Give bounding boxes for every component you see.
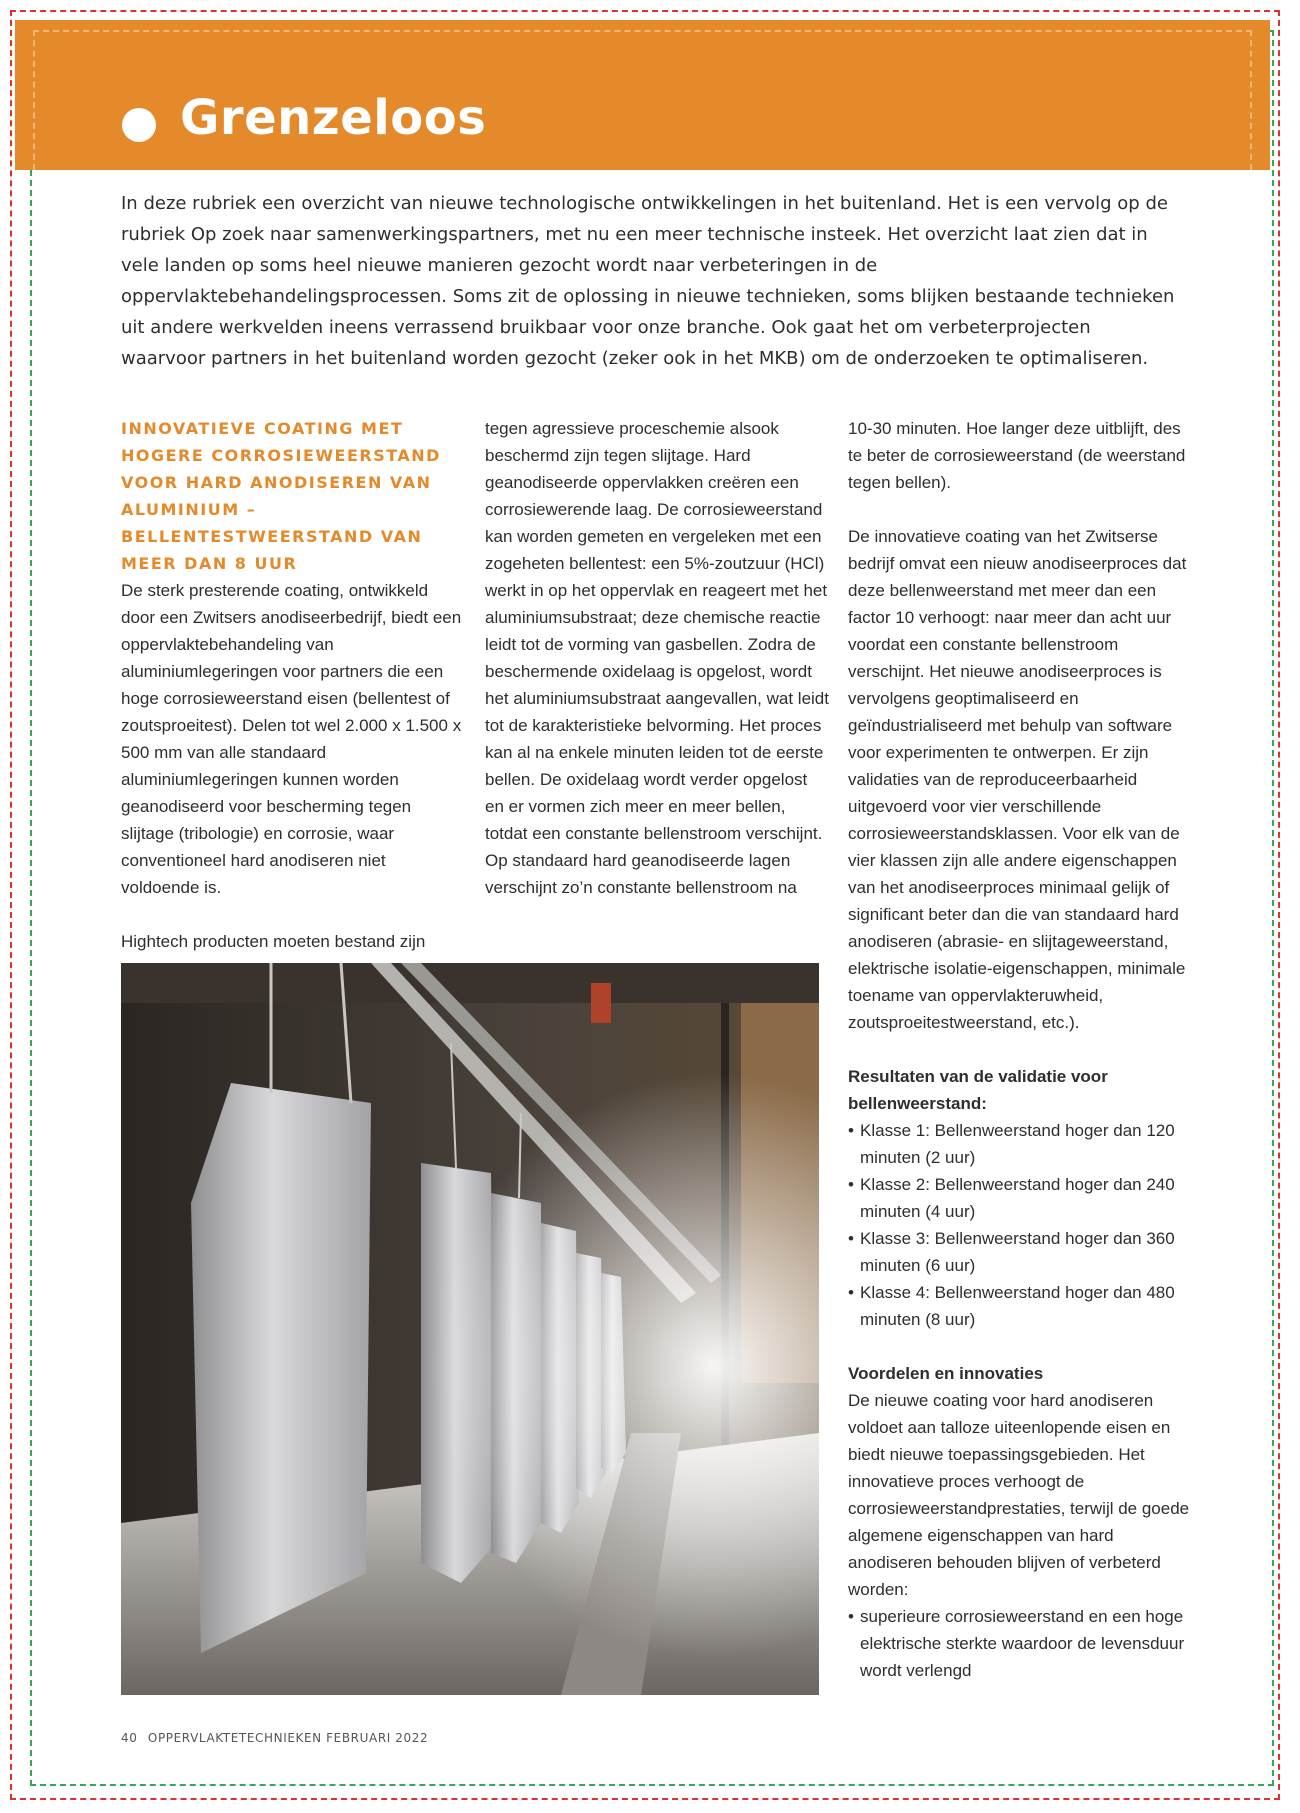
body-paragraph: 10-30 minuten. Hoe langer deze uitblijft, des te beter de corrosieweerstand (de weerstand tegen bellen). bbox=[848, 419, 1186, 492]
column-1 bbox=[121, 415, 466, 982]
body-paragraph: De sterk presterende coating, ontwikkeld door een Zwitsers anodiseerbedrijf, biedt een oppervlaktebehandeling van aluminiumlegeringen voor partners die een hoge corrosieweerstand eisen (bellentest of zoutsproeitest). Delen tot wel 2.000 x 1.500 x 500 mm van alle standaard aluminiumlegeringen kunnen worden geanodiseerd voor bescherming tegen slijtage (tribologie) en corrosie, waar conventioneel hard anodiseren niet voldoende is. bbox=[121, 581, 462, 897]
column-3 bbox=[848, 415, 1193, 1711]
list-item: • Klasse 4: Bellenweerstand hoger dan 480 minuten (8 uur) bbox=[848, 1279, 1193, 1333]
column-2 bbox=[485, 415, 830, 928]
list-item: • Klasse 2: Bellenweerstand hoger dan 240 minuten (4 uur) bbox=[848, 1171, 1193, 1225]
article-heading: INNOVATIEVE COATING MET HOGERE CORROSIEWEERSTAND VOOR HARD ANODISEREN VAN ALUMINIUM – BELLENTESTWEERSTAND VAN MEER DAN 8 UUR bbox=[121, 419, 441, 573]
benefits-list bbox=[848, 1603, 1193, 1684]
list-item: • Klasse 1: Bellenweerstand hoger dan 120 minuten (2 uur) bbox=[848, 1117, 1193, 1171]
photo-illustration bbox=[121, 963, 819, 1695]
page-footer bbox=[121, 1731, 434, 1745]
page-title: Grenzeloos bbox=[180, 90, 487, 146]
intro-paragraph: In deze rubriek een overzicht van nieuwe technologische ontwikkelingen in het buitenland. Het is een vervolg op de rubriek Op zoek naar samenwerkingspartners, met nu een meer technische insteek. Het overzicht laat zien dat in vele landen op soms heel nieuwe manieren gezocht wordt naar verbeteringen in de oppervlaktebehandelingsprocessen. Soms zit de oplossing in nieuwe technieken, soms blijken bestaande technieken uit andere werkvelden ineens verrassend bruikbaar voor onze branche. Ook gaat het om verbeterprojecten waarvoor partners in het buitenland worden gezocht (zeker ook in het MKB) om de onderzoeken te optimaliseren. bbox=[121, 193, 1175, 369]
body-paragraph: De nieuwe coating voor hard anodiseren voldoet aan talloze uiteenlopende eisen en biedt nieuwe toepassingsgebieden. Het innovatieve proces verhoogt de corrosieweerstandprestaties, terwijl de goede algemene eigenschappen van hard anodiseren behouden blijven of verbeterd worden: bbox=[848, 1391, 1190, 1599]
anodizing-plant-photo bbox=[121, 963, 819, 1695]
list-item: • Klasse 3: Bellenweerstand hoger dan 360 minuten (6 uur) bbox=[848, 1225, 1193, 1279]
results-list bbox=[848, 1117, 1193, 1333]
body-paragraph: tegen agressieve proceschemie alsook beschermd zijn tegen slijtage. Hard geanodiseerde oppervlakken creëren een corrosiewerende laag. De corrosieweerstand kan worden gemeten en vergeleken met een zogeheten bellentest: een 5%-zoutzuur (HCl) werkt in op het oppervlak en reageert met het aluminiumsubstraat; deze chemische reactie leidt tot de vorming van gasbellen. Zodra de beschermende oxidelaag is opgelost, wordt het aluminiumsubstraat aangevallen, wat leidt tot de karakteristieke belvorming. Het proces kan al na enkele minuten leiden tot de eerste bellen. De oxidelaag wordt verder opgelost en er vormen zich meer en meer bellen, totdat een constante bellenstroom verschijnt. Op standaard hard geanodiseerde lagen verschijnt zo’n constante bellenstroom na bbox=[485, 419, 829, 897]
bullet-dot-icon bbox=[122, 108, 156, 142]
benefits-heading: Voordelen en innovaties bbox=[848, 1364, 1044, 1383]
body-paragraph: De innovatieve coating van het Zwitserse bedrijf omvat een nieuw anodiseerproces dat deze bellenweerstand met meer dan een factor 10 verhoogt: naar meer dan acht uur voordat een constante bellenstroom verschijnt. Het nieuwe anodiseerproces is vervolgens geoptimaliseerd en geïndustrialiseerd met behulp van software voor experimenten te ontwerpen. Er zijn validaties van de reproduceerbaarheid uitgevoerd voor vier verschillende corrosieweerstandsklassen. Voor elk van de vier klassen zijn alle andere eigenschappen van het anodiseerproces minimaal gelijk of significant beter dan die van standaard hard anodiseren (abrasie- en slijtageweerstand, elektrische isolatie-eigenschappen, minimale toename van oppervlakteruwheid, zoutsproeitestweerstand, etc.). bbox=[848, 527, 1187, 1032]
results-heading: Resultaten van de validatie voor bellenweerstand: bbox=[848, 1067, 1108, 1113]
page-number: 40 bbox=[121, 1731, 138, 1745]
publication-name: OPPERVLAKTETECHNIEKEN FEBRUARI 2022 bbox=[147, 1731, 429, 1745]
body-paragraph: Hightech producten moeten bestand zijn bbox=[121, 932, 426, 951]
list-item: • superieure corrosieweerstand en een hoge elektrische sterkte waardoor de levensduur wordt verlengd bbox=[848, 1603, 1193, 1684]
